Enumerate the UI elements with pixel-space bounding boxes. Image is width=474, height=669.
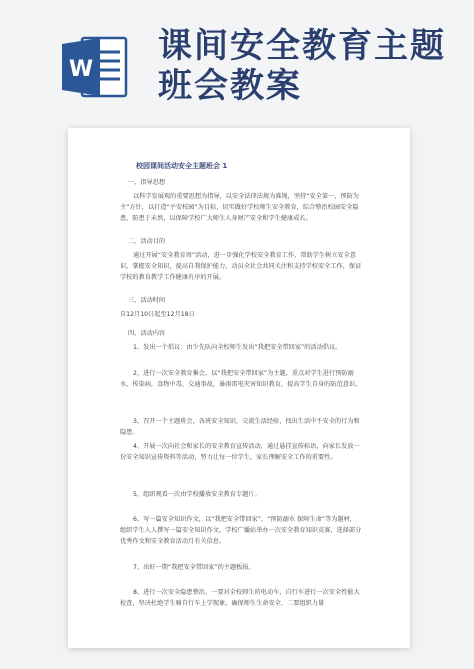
list-item: 7、出好一期“我把安全带回家”的主题板报。 (133, 564, 255, 571)
page-header (0, 0, 474, 130)
word-document-icon (60, 32, 130, 102)
section-heading: 三、活动时间 (128, 297, 166, 304)
paragraph: 通过开展“安全教育周”活动，进一步强化学校安全教育工作，帮助学生树立安全意识，掌握安全知识，提高自我保护能力，动员全社会共同关注和支持学校安全工作，保证学校的教育教学工作健康有序的开展。 (120, 252, 362, 281)
list-item: 4、开展一次向社会和家长的安全教育宣传活动，通过悬挂宣传标语，向家长发放一份安全知识宣传资料等活动，努力让每一位学生，家长理解安全工作的重要性。 (120, 443, 360, 461)
document-page (68, 128, 410, 648)
list-item: 6、写一篇安全知识作文，以“我把安全带回家”，“预防溺水 保障生命”等为题材，组织学生人人撰写一篇安全知识作文，学校广播站举办一次安全教育知识竞赛，选择部分优秀作文和安全教育活动月有关信息。 (120, 516, 362, 545)
list-item: 5，组织观看一次由学校播放安全教育专题片。 (133, 491, 261, 498)
section-heading: 一、指导思想 (128, 179, 166, 186)
page-title (158, 26, 458, 106)
list-item: 8、进行一次安全隐患整治，一要对全校师生的电动车，自行车进行一次安全性能大检查，坚决杜绝学生骑自行车上学现象，确保师生生命安全，二要组织力量 (120, 589, 360, 607)
paragraph: 自12月10日起至12月18日 (120, 311, 195, 318)
list-item: 1、发出一个倡议：由少先队向全校师生发出“我把安全带回家”的活动倡议。 (133, 344, 342, 351)
list-item: 3、召开一个主题班会，各班安全知识，交流生活经验，找出生活中不安全的行为和隐患。 (120, 418, 360, 436)
title-line-1: 课间安全教育主题 (158, 26, 446, 66)
list-item: 2、进行一次安全教育集会，以“我把安全带回家”为主题，重点对学生进行预防溺水，传染病，食物中毒，交通事故，暴雨雷电灾害知识教育，提高学生自身的防范意识。 (120, 370, 362, 388)
title-line-2: 班会教案 (158, 66, 302, 106)
document-title: 校园课间活动安全主题班会 1 (136, 162, 228, 170)
svg-text:W: W (68, 57, 94, 82)
paragraph: 以科学发展观的重要思想为指导，以安全法律法规为准绳，坚持“安全第一，预防为主”方针，以打造“平安校园”为目标，切实做好学校师生安全教育，综合整治校园安全隐患，防患于未然，以保障学校广大师生人身财产安全和学生健康成长。 (120, 193, 359, 222)
section-heading: 二、活动目的 (128, 238, 166, 245)
section-heading: 四、活动内容 (128, 330, 166, 337)
